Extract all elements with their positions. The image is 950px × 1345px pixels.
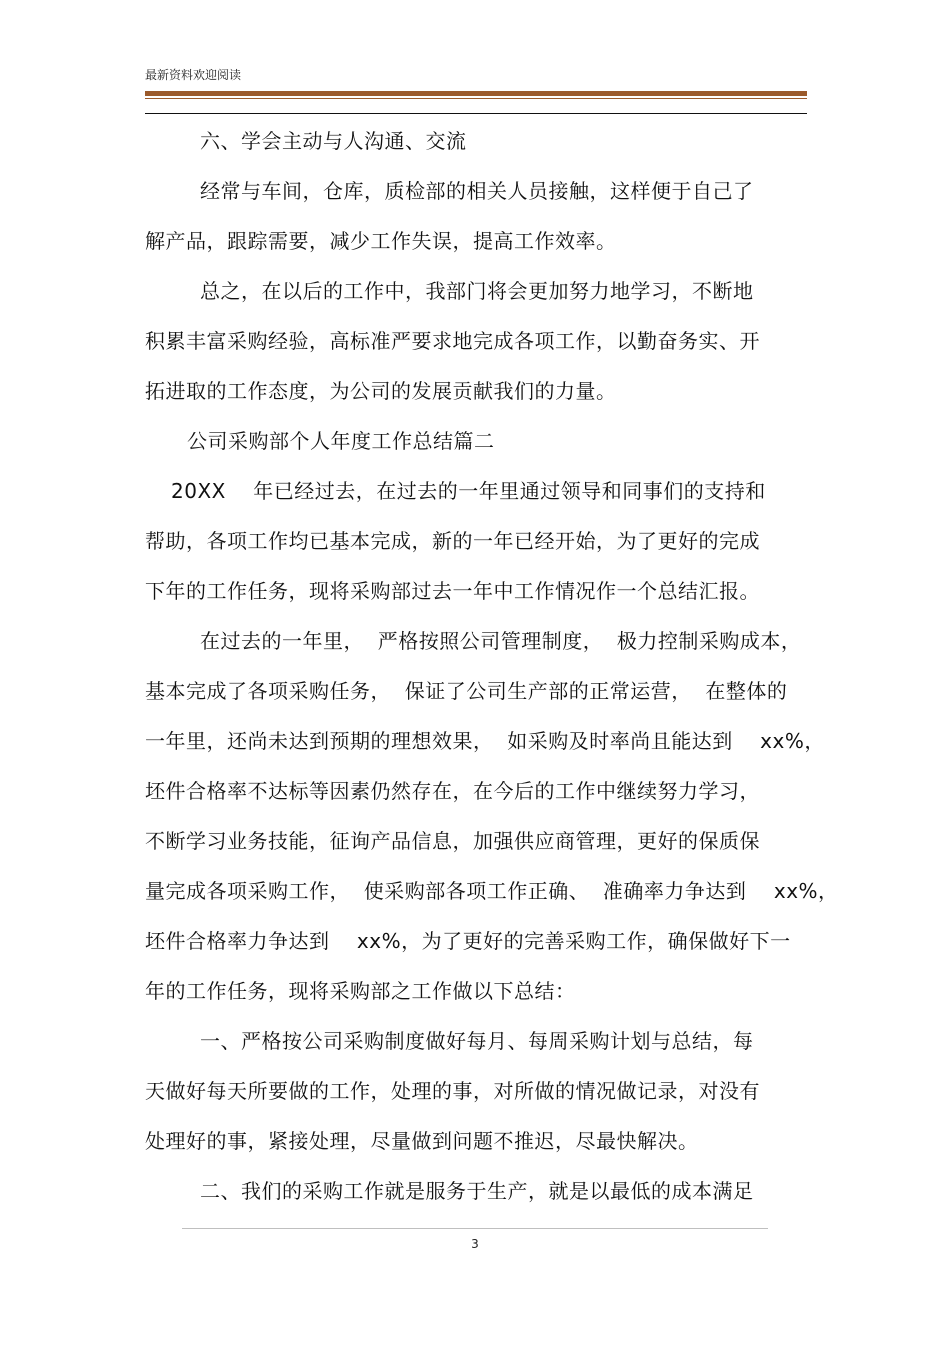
paragraph-line: 在过去的一年里， 严格按照公司管理制度， 极力控制采购成本， bbox=[200, 629, 802, 653]
paragraph-line: 下年的工作任务，现将采购部过去一年中工作情况作一个总结汇报。 bbox=[145, 579, 760, 603]
paragraph-line: 年的工作任务，现将采购部之工作做以下总结： bbox=[145, 979, 576, 1003]
paragraph-line: 天做好每天所要做的工作，处理的事，对所做的情况做记录，对没有 bbox=[145, 1079, 760, 1103]
paragraph-line: 帮助，各项工作均已基本完成，新的一年已经开始，为了更好的完成 bbox=[145, 529, 760, 553]
paragraph-line: 一、严格按公司采购制度做好每月、每周采购计划与总结，每 bbox=[200, 1029, 754, 1053]
paragraph-line: 不断学习业务技能，征询产品信息，加强供应商管理，更好的保质保 bbox=[145, 829, 760, 853]
paragraph-line: 处理好的事，紧接处理，尽量做到问题不推迟，尽最快解决。 bbox=[145, 1129, 699, 1153]
paragraph-line: 拓进取的工作态度，为公司的发展贡献我们的力量。 bbox=[145, 379, 617, 403]
footer-rule bbox=[182, 1228, 768, 1229]
paragraph-line: 二、我们的采购工作就是服务于生产，就是以最低的成本满足 bbox=[200, 1179, 754, 1203]
paragraph-line: 总之，在以后的工作中，我部门将会更加努力地学习，不断地 bbox=[200, 279, 754, 303]
paragraph-line: 坯件合格率不达标等因素仍然存在，在今后的工作中继续努力学习， bbox=[145, 779, 760, 803]
header-rule-secondary bbox=[145, 98, 807, 99]
page-number: 3 bbox=[471, 1237, 479, 1251]
paragraph-line: 基本完成了各项采购任务， 保证了公司生产部的正常运营， 在整体的 bbox=[145, 679, 788, 703]
paragraph-line: 20XX 年已经过去，在过去的一年里通过领导和同事们的支持和 bbox=[171, 479, 766, 503]
header-label: 最新资料欢迎阅读 bbox=[145, 68, 242, 82]
paragraph-line: 解产品，跟踪需要，减少工作失误，提高工作效率。 bbox=[145, 229, 617, 253]
section-heading: 六、学会主动与人沟通、交流 bbox=[200, 129, 467, 153]
paragraph-line: 量完成各项采购工作， 使采购部各项工作正确、 准确率力争达到 xx%， bbox=[145, 879, 839, 903]
paragraph-line: 坯件合格率力争达到 xx%，为了更好的完善采购工作，确保做好下一 bbox=[145, 929, 791, 953]
paragraph-line: 经常与车间，仓库，质检部的相关人员接触，这样便于自己了 bbox=[200, 179, 754, 203]
paragraph-line: 积累丰富采购经验，高标准严要求地完成各项工作，以勤奋务实、开 bbox=[145, 329, 760, 353]
header-rule bbox=[145, 91, 807, 96]
article-title: 公司采购部个人年度工作总结篇二 bbox=[187, 429, 495, 453]
content-top-rule bbox=[145, 113, 807, 114]
paragraph-line: 一年里，还尚未达到预期的理想效果， 如采购及时率尚且能达到 xx%， bbox=[145, 729, 825, 753]
